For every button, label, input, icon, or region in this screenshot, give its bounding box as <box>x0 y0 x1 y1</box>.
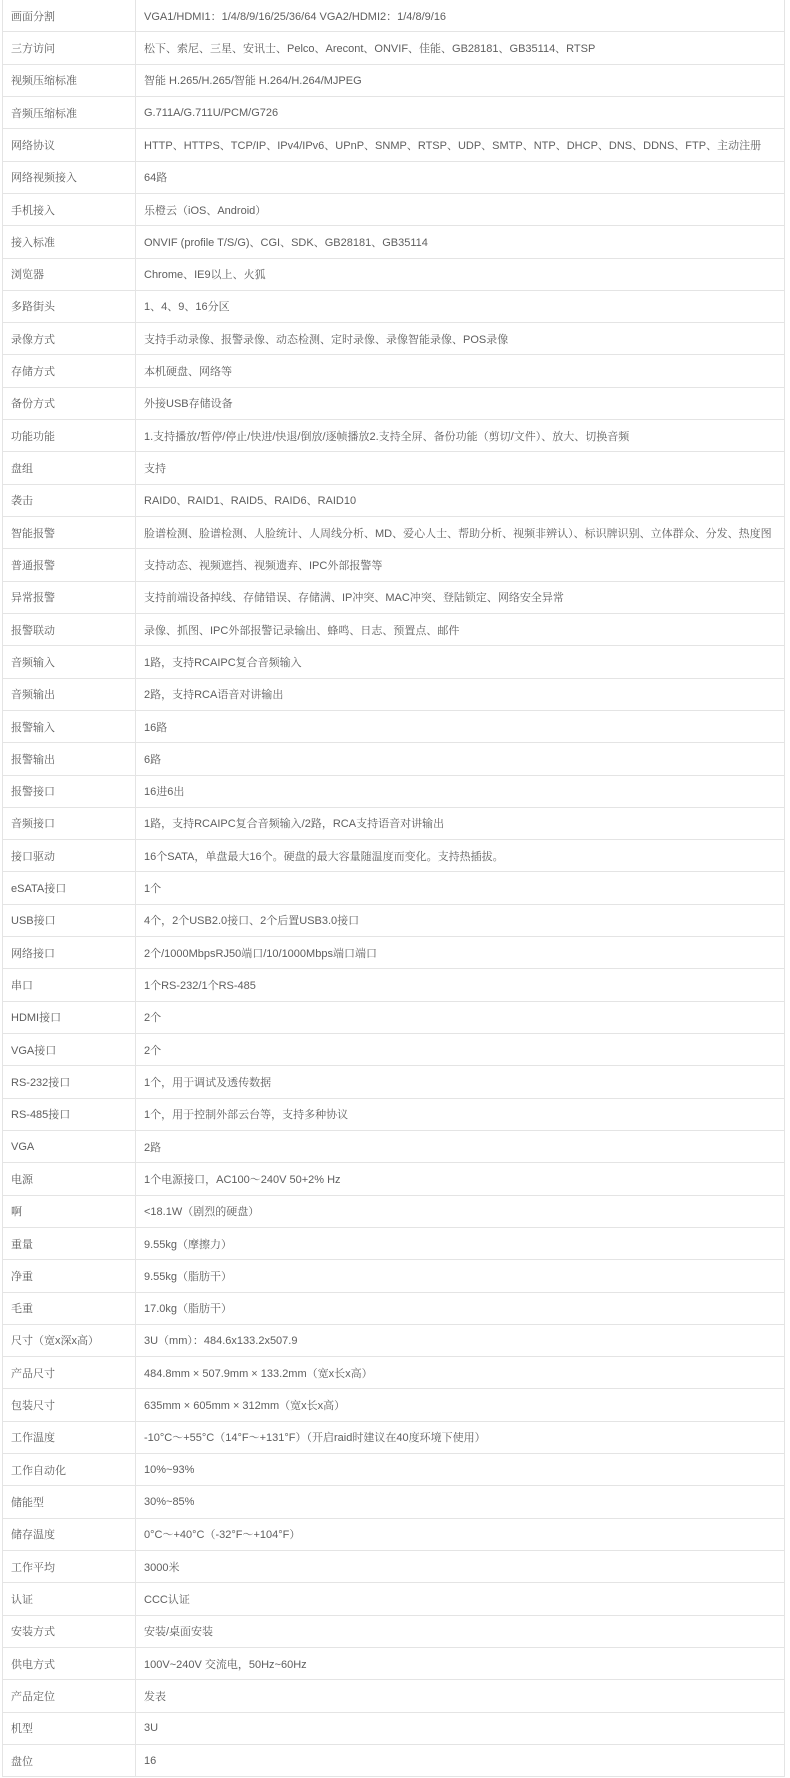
spec-row <box>3 1163 784 1195</box>
spec-value: 16个SATA，单盘最大16个。硬盘的最大容量随温度而变化。支持热插拔。 <box>144 850 504 863</box>
spec-row <box>3 1454 784 1486</box>
spec-row <box>3 517 784 549</box>
spec-label: 尺寸（宽x深x高） <box>3 1325 136 1356</box>
spec-label: 报警接口 <box>3 776 136 807</box>
spec-label: 录像方式 <box>3 323 136 354</box>
spec-label: 串口 <box>3 969 136 1000</box>
spec-label: 网络协议 <box>3 129 136 160</box>
spec-label: 多路街头 <box>3 291 136 322</box>
spec-value: 智能 H.265/H.265/智能 H.264/H.264/MJPEG <box>144 75 362 88</box>
spec-value: 1个电源接口，AC100～240V 50+2% Hz <box>144 1173 341 1186</box>
spec-row <box>3 1131 784 1163</box>
spec-value: 外接USB存储设备 <box>144 398 233 411</box>
spec-label: 袭击 <box>3 485 136 516</box>
spec-label: 产品定位 <box>3 1680 136 1711</box>
spec-row <box>3 1066 784 1098</box>
spec-value: 支持手动录像、报警录像、动态检测、定时录像、录像智能录像、POS录像 <box>144 333 509 346</box>
spec-row <box>3 646 784 678</box>
spec-value: CCC认证 <box>144 1593 190 1606</box>
spec-label: 接入标准 <box>3 226 136 257</box>
spec-table <box>2 0 785 1777</box>
spec-label: 储能型 <box>3 1486 136 1517</box>
spec-value: 1个 <box>144 883 162 896</box>
spec-value: 9.55kg（脂肪干） <box>144 1270 233 1283</box>
spec-value: 16进6出 <box>144 786 185 799</box>
spec-row <box>3 1648 784 1680</box>
spec-label: 接口驱动 <box>3 840 136 871</box>
spec-row <box>3 1260 784 1292</box>
spec-value: 16 <box>144 1754 157 1767</box>
spec-value: 1个，用于调试及透传数据 <box>144 1076 272 1089</box>
spec-row <box>3 65 784 97</box>
spec-label: 视频压缩标准 <box>3 65 136 96</box>
spec-label: 网络接口 <box>3 937 136 968</box>
spec-row <box>3 1196 784 1228</box>
spec-value: 64路 <box>144 172 168 185</box>
spec-label: 储存温度 <box>3 1519 136 1550</box>
spec-value: 0°C～+40°C（-32°F～+104°F） <box>144 1529 301 1542</box>
spec-row <box>3 1745 784 1777</box>
spec-label: 三方访问 <box>3 32 136 63</box>
spec-value: 10%~93% <box>144 1463 195 1476</box>
spec-value: HTTP、HTTPS、TCP/IP、IPv4/IPv6、UPnP、SNMP、RTSP、UDP、SMTP、NTP、DHCP、DNS、DDNS、FTP、主动注册 <box>144 139 762 152</box>
spec-row <box>3 1293 784 1325</box>
spec-row <box>3 1551 784 1583</box>
spec-label: 备份方式 <box>3 388 136 419</box>
spec-label: 异常报警 <box>3 582 136 613</box>
spec-row <box>3 776 784 808</box>
spec-row <box>3 711 784 743</box>
spec-value: <18.1W（剧烈的硬盘） <box>144 1206 260 1219</box>
spec-value: 2路 <box>144 1141 162 1154</box>
spec-row <box>3 1002 784 1034</box>
spec-row <box>3 1713 784 1745</box>
spec-label: 认证 <box>3 1583 136 1614</box>
spec-label: 浏览器 <box>3 259 136 290</box>
spec-value: 本机硬盘、网络等 <box>144 366 232 379</box>
spec-row <box>3 0 784 32</box>
spec-row <box>3 937 784 969</box>
spec-label: 工作温度 <box>3 1422 136 1453</box>
spec-row <box>3 1583 784 1615</box>
spec-label: 电源 <box>3 1163 136 1194</box>
spec-value: 3000米 <box>144 1561 180 1574</box>
spec-value: 松下、索尼、三星、安讯士、Pelco、Arecont、ONVIF、佳能、GB28181、GB35114、RTSP <box>144 42 596 55</box>
spec-value: 16路 <box>144 721 168 734</box>
spec-label: 报警输出 <box>3 743 136 774</box>
spec-row <box>3 355 784 387</box>
spec-label: RS-232接口 <box>3 1066 136 1097</box>
spec-row <box>3 1616 784 1648</box>
spec-value: 17.0kg（脂肪干） <box>144 1303 233 1316</box>
spec-value: 635mm × 605mm × 312mm（宽x长x高） <box>144 1400 346 1413</box>
spec-row <box>3 1357 784 1389</box>
spec-row <box>3 905 784 937</box>
spec-value: ONVIF (profile T/S/G)、CGI、SDK、GB28181、GB35114 <box>144 236 428 249</box>
spec-value: 1路，支持RCAIPC复合音频输入/2路，RCA支持语音对讲输出 <box>144 818 445 831</box>
spec-label: 重量 <box>3 1228 136 1259</box>
spec-row <box>3 1519 784 1551</box>
spec-row <box>3 259 784 291</box>
spec-value: G.711A/G.711U/PCM/G726 <box>144 106 279 119</box>
spec-label: HDMI接口 <box>3 1002 136 1033</box>
spec-label: 音频输入 <box>3 646 136 677</box>
spec-row <box>3 32 784 64</box>
spec-value: Chrome、IE9以上、火狐 <box>144 269 266 282</box>
spec-label: 供电方式 <box>3 1648 136 1679</box>
spec-value: 1.支持播放/暂停/停止/快进/快退/倒放/逐帧播放2.支持全屏、备份功能（剪切/文件）、放大、切换音频 <box>144 430 630 443</box>
spec-row <box>3 679 784 711</box>
spec-label: VGA接口 <box>3 1034 136 1065</box>
spec-value: 支持前端设备掉线、存储错误、存储满、IP冲突、MAC冲突、登陆锁定、网络安全异常 <box>144 592 564 605</box>
spec-row <box>3 840 784 872</box>
spec-row <box>3 485 784 517</box>
spec-value: 1路，支持RCAIPC复合音频输入 <box>144 656 302 669</box>
spec-row <box>3 969 784 1001</box>
spec-value: 2个/1000MbpsRJ50端口/10/1000Mbps端口端口 <box>144 947 377 960</box>
spec-value: 乐橙云（iOS、Android） <box>144 204 267 217</box>
spec-row <box>3 549 784 581</box>
spec-row <box>3 388 784 420</box>
spec-value: 100V~240V 交流电，50Hz~60Hz <box>144 1658 307 1671</box>
spec-row <box>3 226 784 258</box>
spec-label: 报警输入 <box>3 711 136 742</box>
spec-value: RAID0、RAID1、RAID5、RAID6、RAID10 <box>144 495 357 508</box>
spec-label: 机型 <box>3 1713 136 1744</box>
spec-value: 1个，用于控制外部云台等，支持多种协议 <box>144 1109 349 1122</box>
spec-value: VGA1/HDMI1：1/4/8/9/16/25/36/64 VGA2/HDMI2：1/4/8/9/16 <box>144 10 447 23</box>
spec-value: 6路 <box>144 753 162 766</box>
spec-value: 发表 <box>144 1690 166 1703</box>
spec-label: 画面分割 <box>3 0 136 31</box>
spec-value: 484.8mm × 507.9mm × 133.2mm（宽x长x高） <box>144 1367 373 1380</box>
spec-value: 2个 <box>144 1012 162 1025</box>
spec-value: 9.55kg（摩擦力） <box>144 1238 233 1251</box>
spec-row <box>3 1099 784 1131</box>
spec-label: 包装尺寸 <box>3 1389 136 1420</box>
spec-value: 1、4、9、16分区 <box>144 301 230 314</box>
spec-label: 啊 <box>3 1196 136 1227</box>
spec-row <box>3 420 784 452</box>
spec-label: 音频压缩标准 <box>3 97 136 128</box>
spec-label: RS-485接口 <box>3 1099 136 1130</box>
spec-label: 普通报警 <box>3 549 136 580</box>
spec-row <box>3 582 784 614</box>
spec-label: 报警联动 <box>3 614 136 645</box>
spec-label: 工作自动化 <box>3 1454 136 1485</box>
spec-value: 支持动态、视频遮挡、视频遗弃、IPC外部报警等 <box>144 559 383 572</box>
spec-label: 智能报警 <box>3 517 136 548</box>
spec-value: -10°C～+55°C（14°F～+131°F）（开启raid时建议在40度环境下使用） <box>144 1432 486 1445</box>
spec-value: 3U <box>144 1722 159 1735</box>
spec-label: VGA <box>3 1131 136 1162</box>
spec-row <box>3 1228 784 1260</box>
spec-row <box>3 1486 784 1518</box>
spec-row <box>3 614 784 646</box>
spec-value: 脸谱检测、脸谱检测、人脸统计、人周线分析、MD、爱心人士、帮助分析、视频非辨认）、标识牌识别、立体群众、分发、热度图 <box>144 527 772 540</box>
spec-row <box>3 743 784 775</box>
spec-row <box>3 1325 784 1357</box>
spec-value: 2路，支持RCA语音对讲输出 <box>144 689 284 702</box>
spec-value: 2个 <box>144 1044 162 1057</box>
spec-value: 4个，2个USB2.0接口、2个后置USB3.0接口 <box>144 915 360 928</box>
spec-label: 工作平均 <box>3 1551 136 1582</box>
spec-row <box>3 291 784 323</box>
spec-value: 30%~85% <box>144 1496 195 1509</box>
spec-row <box>3 1389 784 1421</box>
spec-label: 存储方式 <box>3 355 136 386</box>
spec-row <box>3 1422 784 1454</box>
spec-row <box>3 1680 784 1712</box>
spec-label: USB接口 <box>3 905 136 936</box>
spec-value: 3U（mm）：484.6x133.2x507.9 <box>144 1335 298 1348</box>
spec-row <box>3 97 784 129</box>
spec-label: 盘位 <box>3 1745 136 1776</box>
spec-value: 安装/桌面安装 <box>144 1626 214 1639</box>
spec-row <box>3 162 784 194</box>
spec-label: 音频接口 <box>3 808 136 839</box>
spec-label: 安装方式 <box>3 1616 136 1647</box>
spec-value: 1个RS-232/1个RS-485 <box>144 980 256 993</box>
spec-label: eSATA接口 <box>3 872 136 903</box>
spec-label: 毛重 <box>3 1293 136 1324</box>
spec-label: 功能功能 <box>3 420 136 451</box>
spec-value: 支持 <box>144 463 166 476</box>
spec-value: 录像、抓图、IPC外部报警记录输出、蜂鸣、日志、预置点、邮件 <box>144 624 460 637</box>
spec-row <box>3 452 784 484</box>
spec-row <box>3 323 784 355</box>
spec-row <box>3 1034 784 1066</box>
spec-label: 净重 <box>3 1260 136 1291</box>
spec-label: 网络视频接入 <box>3 162 136 193</box>
spec-label: 盘组 <box>3 452 136 483</box>
spec-row <box>3 872 784 904</box>
spec-label: 手机接入 <box>3 194 136 225</box>
spec-row <box>3 194 784 226</box>
spec-row <box>3 808 784 840</box>
spec-row <box>3 129 784 161</box>
spec-label: 音频输出 <box>3 679 136 710</box>
spec-label: 产品尺寸 <box>3 1357 136 1388</box>
